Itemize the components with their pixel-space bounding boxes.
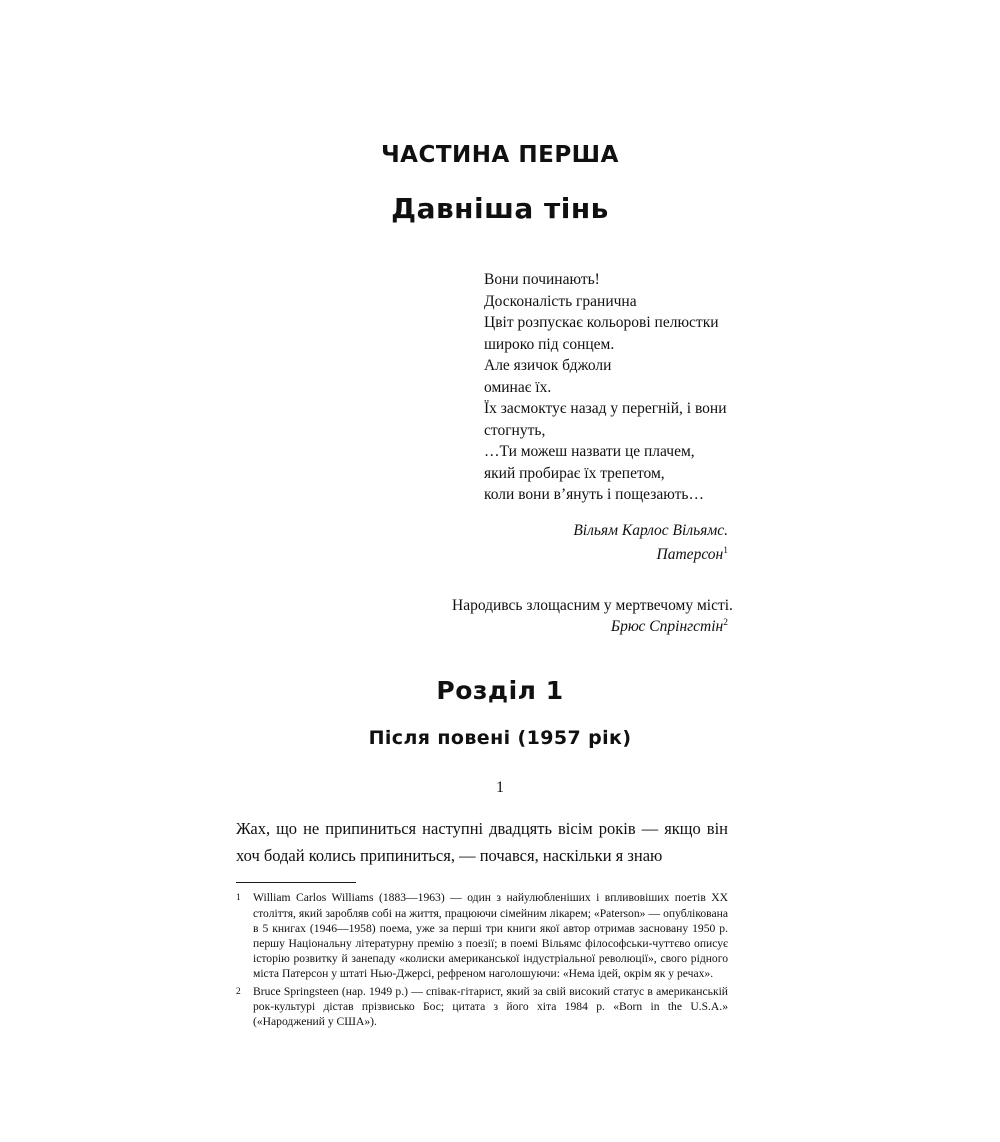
section-number: 1 bbox=[496, 779, 504, 797]
part-title: Давніша тінь bbox=[391, 192, 609, 225]
footnote-ref[interactable]: 1 bbox=[723, 545, 728, 556]
epigraph-line: широко під сонцем. bbox=[484, 335, 615, 353]
epigraph-author: Вільям Карлос Вільямс. bbox=[573, 521, 728, 539]
epigraph-line: який пробирає їх трепетом, bbox=[484, 464, 665, 482]
epigraph-author: Брюс Спрінгстін bbox=[610, 618, 724, 636]
footnote-marker: 2 bbox=[236, 986, 241, 997]
footnote-item bbox=[236, 984, 728, 1030]
body-paragraph: Жах, що не припиниться наступні двадцять вісім років — якщо він хоч бодай колись припиниться, — почався, наскільки я знаю bbox=[236, 819, 728, 866]
epigraph-line: коли вони в’януть і пощезають… bbox=[484, 486, 704, 503]
footnote-ref[interactable]: 2 bbox=[723, 618, 728, 629]
epigraph-line: оминає їх. bbox=[484, 378, 552, 396]
footnotes bbox=[0, 890, 1000, 1029]
epigraph-line: Вони починають! bbox=[484, 271, 600, 288]
part-label: ЧАСТИНА ПЕРША bbox=[381, 142, 619, 168]
footnote-text: William Carlos Williams (1883—1963) — один з найулюбленіших і впливовіших поетів ХХ століття, який заробляв собі на життя, працюючи сімейним лікарем; «Paterson» — опублікована в 5 книгах (1946—1958) поема, уже за перші три книги якої автор отримав засновану 1950 р. першу Національну літературну премію з поезії; в поемі Вільямс філософськи-чуттєво описує історію розвитку й занепаду «колиски американської індустріальної революції», свого рідного міста Патерсон у штаті Нью-Джерсі, рефреном наголошуючи: «Нема ідей, окрім як у речах». bbox=[253, 891, 728, 981]
epigraph-line: Цвіт розпускає кольорові пелюстки bbox=[484, 314, 719, 331]
epigraph-second-attribution bbox=[0, 618, 1000, 636]
epigraph-work-title: Патерсон bbox=[656, 545, 724, 563]
footnote-item bbox=[236, 890, 728, 981]
footnote-text: Bruce Springsteen (нар. 1949 р.) — співак-гітарист, який за свій високий статус в американській рок-культурі дістав прізвисько Бос; цитата з його хіта 1984 р. «Born in the U.S.A.» («Народжений у США»). bbox=[253, 984, 728, 1028]
book-page bbox=[0, 142, 1000, 1142]
footnote-separator bbox=[236, 882, 356, 883]
chapter-number: Розділ 1 bbox=[436, 676, 564, 706]
epigraph-line: стогнуть, bbox=[484, 421, 546, 439]
epigraph-first-attribution bbox=[0, 520, 1000, 565]
chapter-title: Після повені (1957 рік) bbox=[368, 727, 632, 750]
epigraph-second bbox=[0, 595, 1000, 617]
epigraph-line: …Ти можеш назвати це плачем, bbox=[484, 443, 695, 460]
epigraph-line: Досконалість гранична bbox=[484, 292, 637, 310]
body-text bbox=[0, 815, 1000, 869]
epigraph-line: Народивсь злощасним у мертвечому місті. bbox=[452, 596, 733, 614]
epigraph-first bbox=[0, 269, 1000, 506]
epigraph-work bbox=[0, 541, 728, 565]
footnote-marker: 1 bbox=[236, 893, 241, 904]
epigraph-line: Але язичок бджоли bbox=[484, 357, 612, 374]
epigraph-line: Їх засмоктує назад у перегній, і вони bbox=[484, 400, 727, 417]
